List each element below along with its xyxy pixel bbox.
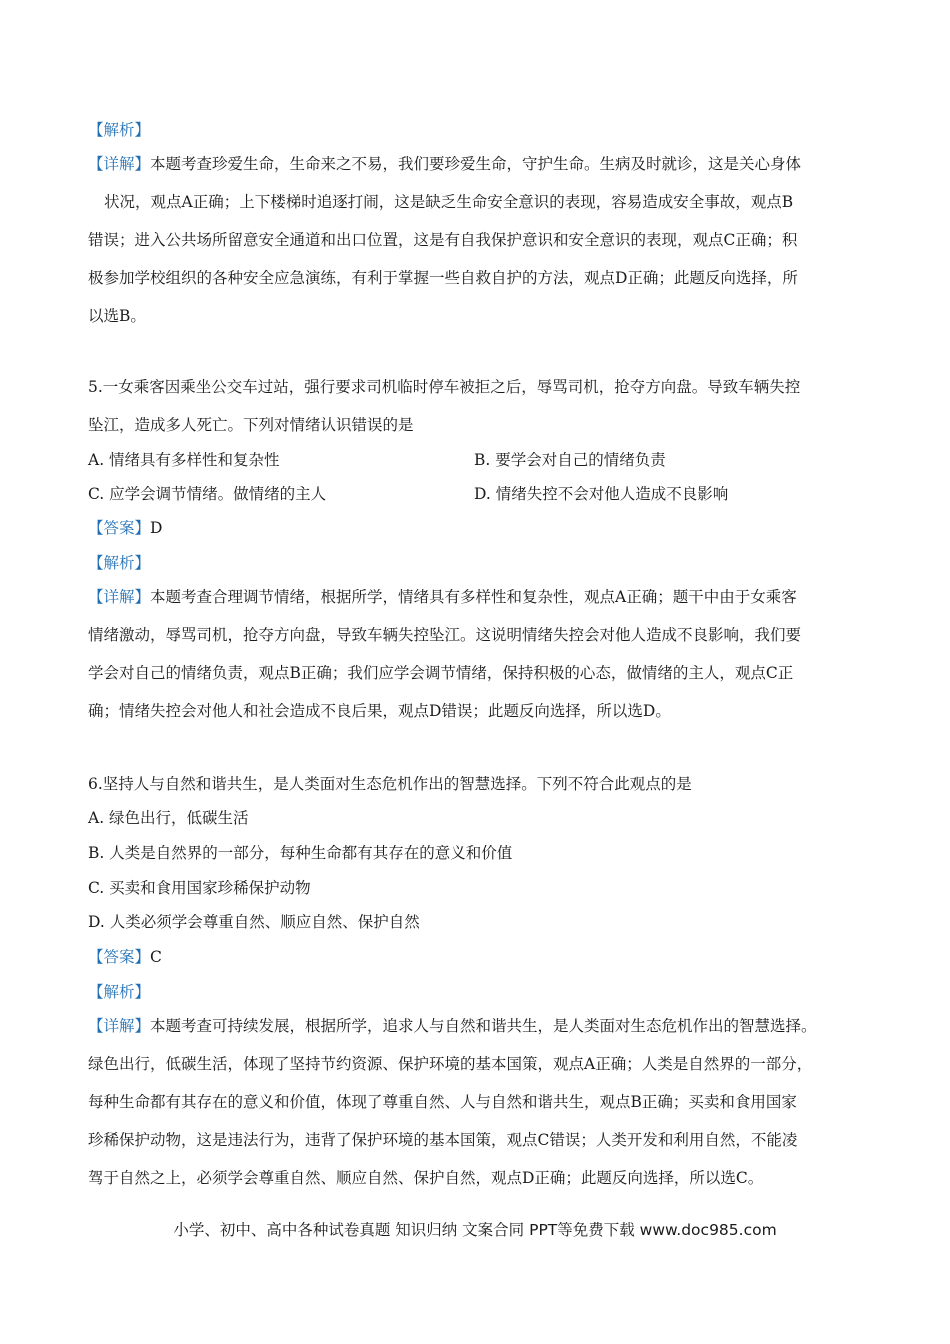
q6-detail-tag: 【详解】 xyxy=(88,1017,151,1035)
q5-answer-value: D xyxy=(150,519,163,537)
q4-detail-text: 本题考查珍爱生命，生命来之不易，我们要珍爱生命，守护生命。生病及时就诊，这是关心身体 xyxy=(150,155,802,173)
q6-option-c: C. 买卖和食用国家珍稀保护动物 xyxy=(88,879,311,897)
q5-detail-line: 学会对自己的情绪负责，观点B正确；我们应学会调节情绪，保持积极的心态，做情绪的主人，观点C正 xyxy=(88,664,794,682)
q5-detail-line: 情绪激动，辱骂司机，抢夺方向盘，导致车辆失控坠江。这说明情绪失控会对他人造成不良影响，我们要 xyxy=(88,626,802,644)
q5-stem-line: 5.一女乘客因乘坐公交车过站，强行要求司机临时停车被拒之后，辱骂司机，抢夺方向盘。导致车辆失控 xyxy=(88,378,801,396)
q6-analysis-tag: 【解析】 xyxy=(88,983,151,1001)
q5-option-d: D. 情绪失控不会对他人造成不良影响 xyxy=(474,485,729,503)
q6-answer-tag: 【答案】 xyxy=(88,948,151,966)
q5-stem-line: 坠江，造成多人死亡。下列对情绪认识错误的是 xyxy=(88,416,414,434)
q6-option-a: A. 绿色出行，低碳生活 xyxy=(88,809,249,827)
q5-option-c: C. 应学会调节情绪。做情绪的主人 xyxy=(88,485,327,503)
page-footer: 小学、初中、高中各种试卷真题 知识归纳 文案合同 PPT等免费下载 www.doc985.com xyxy=(173,1221,777,1239)
q5-detail-line: 确；情绪失控会对他人和社会造成不良后果，观点D错误；此题反向选择，所以选D。 xyxy=(88,702,671,720)
q6-detail-text: 本题考查可持续发展，根据所学，追求人与自然和谐共生，是人类面对生态危机作出的智慧选择。 xyxy=(150,1017,817,1035)
q5-detail-line xyxy=(88,585,797,607)
q6-option-b: B. 人类是自然界的一部分，每种生命都有其存在的意义和价值 xyxy=(88,844,513,862)
q5-answer xyxy=(88,516,162,538)
q5-detail-tag: 【详解】 xyxy=(88,588,151,606)
q6-answer-value: C xyxy=(150,948,162,966)
q5-option-a: A. 情绪具有多样性和复杂性 xyxy=(88,451,280,469)
q4-detail-tag: 【详解】 xyxy=(88,155,151,173)
q4-detail-line: 状况，观点A正确；上下楼梯时追逐打闹，这是缺乏生命安全意识的表现，容易造成安全事故，观点B xyxy=(104,193,794,211)
q6-stem: 6.坚持人与自然和谐共生，是人类面对生态危机作出的智慧选择。下列不符合此观点的是 xyxy=(88,775,692,793)
q4-analysis-tag: 【解析】 xyxy=(88,121,151,139)
q4-detail-line: 极参加学校组织的各种安全应急演练，有利于掌握一些自救自护的方法，观点D正确；此题反向选择，所 xyxy=(88,269,798,287)
q6-answer xyxy=(88,945,162,967)
q6-option-d: D. 人类必须学会尊重自然、顺应自然、保护自然 xyxy=(88,913,420,931)
q4-detail-line xyxy=(88,152,801,174)
q5-detail-text: 本题考查合理调节情绪，根据所学，情绪具有多样性和复杂性，观点A正确；题干中由于女乘客 xyxy=(150,588,797,606)
q6-detail-line: 绿色出行，低碳生活，体现了坚持节约资源、保护环境的基本国策，观点A正确；人类是自然界的一部分， xyxy=(88,1055,813,1073)
q6-detail-line: 驾于自然之上，必须学会尊重自然、顺应自然、保护自然，观点D正确；此题反向选择，所以选C。 xyxy=(88,1169,764,1187)
q6-detail-line xyxy=(88,1014,817,1036)
q4-detail-line: 错误；进入公共场所留意安全通道和出口位置，这是有自我保护意识和安全意识的表现，观点C正确；积 xyxy=(88,231,798,249)
q5-option-b: B. 要学会对自己的情绪负责 xyxy=(474,451,666,469)
q5-analysis-tag: 【解析】 xyxy=(88,554,151,572)
q4-detail-line: 以选B。 xyxy=(88,307,146,325)
q6-detail-line: 每种生命都有其存在的意义和价值，体现了尊重自然、人与自然和谐共生，观点B正确；买卖和食用国家 xyxy=(88,1093,797,1111)
q5-answer-tag: 【答案】 xyxy=(88,519,151,537)
q6-detail-line: 珍稀保护动物，这是违法行为，违背了保护环境的基本国策，观点C错误；人类开发和利用自然，不能凌 xyxy=(88,1131,798,1149)
